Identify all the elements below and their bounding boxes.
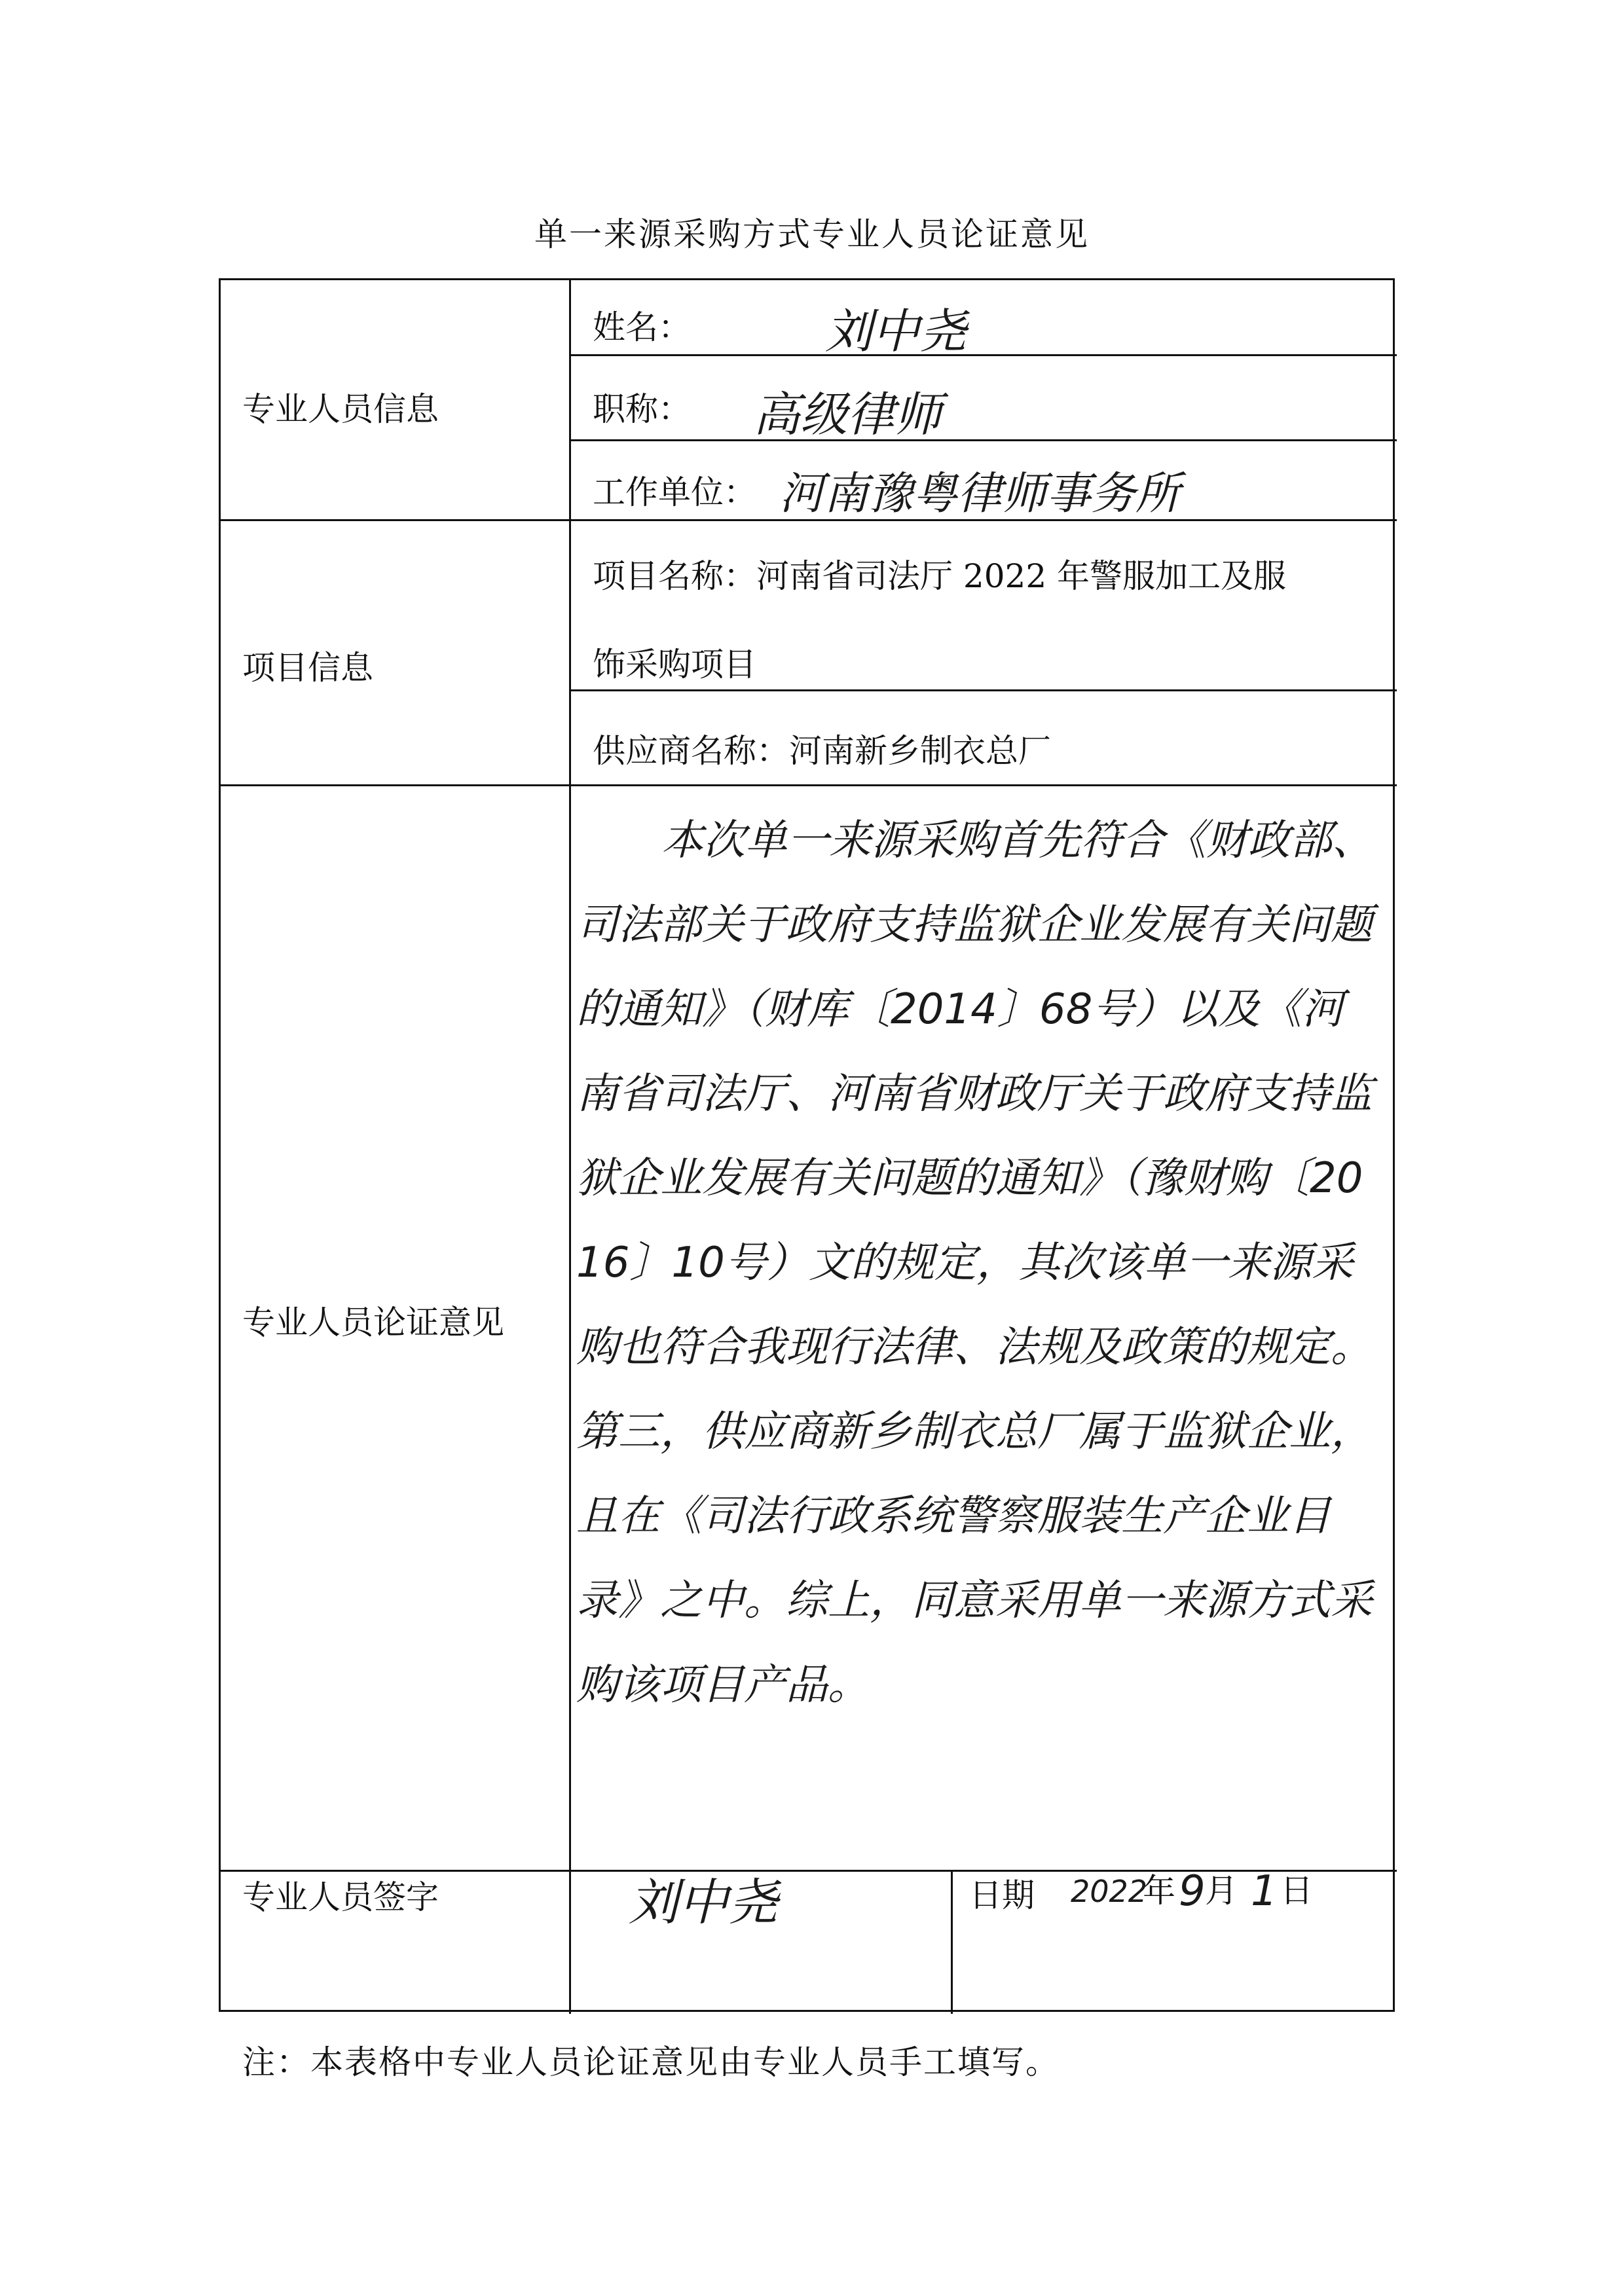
form-title: 单一来源采购方式专业人员论证意见 bbox=[534, 215, 1090, 253]
signature-divider bbox=[569, 1870, 571, 2014]
project-info-label: 项目信息 bbox=[242, 649, 373, 687]
project-name-value-line2: 饰采购项目 bbox=[593, 646, 756, 683]
supplier-value: 河南新乡制衣总厂 bbox=[789, 732, 1051, 770]
row-divider bbox=[569, 689, 1397, 691]
date-year: 2022 bbox=[1071, 1874, 1148, 1909]
date-month: 9 bbox=[1179, 1867, 1206, 1916]
date-label: 日期 bbox=[969, 1876, 1035, 1914]
name-value: 刘中尧 bbox=[825, 304, 967, 359]
section-divider bbox=[221, 784, 1397, 786]
employer-label: 工作单位： bbox=[593, 473, 756, 511]
date-month-char: 月 bbox=[1205, 1872, 1238, 1910]
date-divider bbox=[951, 1870, 953, 2014]
row-divider bbox=[569, 439, 1397, 441]
handwritten-opinion: 本次单一来源采购首先符合《财政部、司法部关于政府支持监狱企业发展有关问题的通知》（财库〔2014〕68号）以及《河南省司法厅、河南省财政厅关于政府支持监狱企业发展有关问题的通知》（豫财购〔2016〕10号）文的规定，其次该单一来源采购也符合我现行法律、法规及政策的规定。第三，供应商新乡制衣总厂属于监狱企业，且在《司法行政系统警察服装生产企业目录》之中。综上，同意采用单一来源方式采购该项目产品。 bbox=[576, 816, 1374, 1709]
personnel-info-label: 专业人员信息 bbox=[242, 390, 439, 428]
title-value: 高级律师 bbox=[753, 387, 942, 442]
signed-name: 刘中尧 bbox=[629, 1873, 778, 1931]
title-label: 职称： bbox=[593, 390, 691, 428]
project-name-label: 项目名称： bbox=[593, 557, 756, 595]
date-day-char: 日 bbox=[1280, 1872, 1313, 1910]
supplier-label: 供应商名称： bbox=[593, 732, 789, 770]
date-year-char: 年 bbox=[1143, 1872, 1175, 1910]
project-name-value-line1: 河南省司法厅 2022 年警服加工及服 bbox=[756, 557, 1287, 595]
row-divider bbox=[569, 354, 1397, 356]
name-label: 姓名： bbox=[593, 308, 691, 346]
date-day: 1 bbox=[1251, 1867, 1278, 1916]
signature-label: 专业人员签字 bbox=[242, 1878, 439, 1916]
opinion-label: 专业人员论证意见 bbox=[242, 1303, 504, 1341]
employer-value: 河南豫粤律师事务所 bbox=[779, 468, 1181, 520]
footnote: 注：本表格中专业人员论证意见由专业人员手工填写。 bbox=[242, 2043, 1060, 2081]
